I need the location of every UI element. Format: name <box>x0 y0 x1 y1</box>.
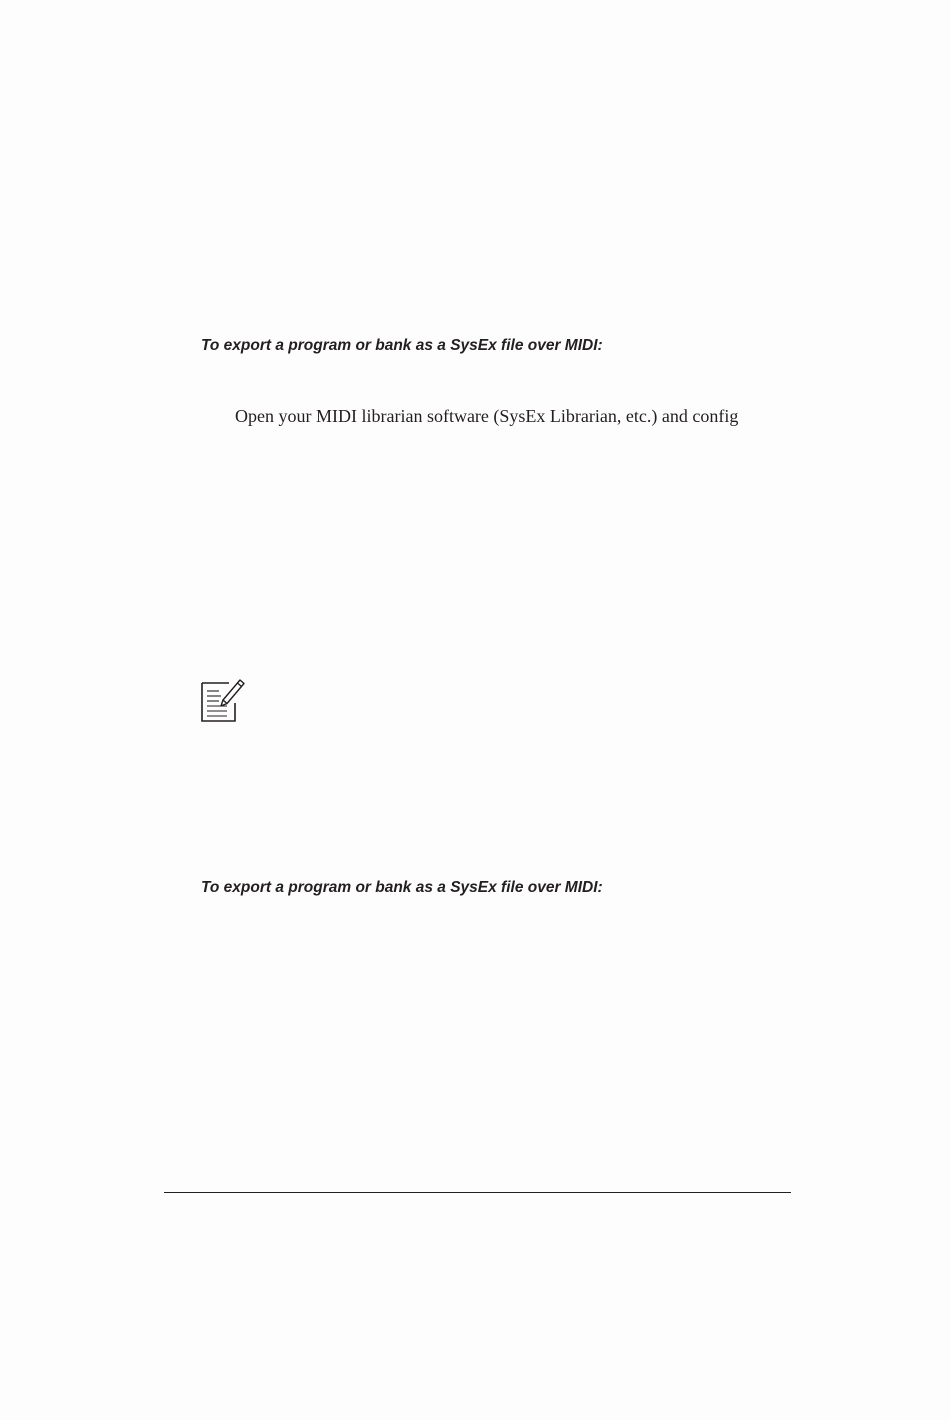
instruction-paragraph: Open your MIDI librarian software (SysEx Librarian, etc.) and config <box>235 406 739 426</box>
section-heading-export-sysex: To export a program or bank as a SysEx file over MIDI: <box>201 337 603 354</box>
footer-divider <box>164 1192 791 1193</box>
note-pencil-icon <box>199 677 247 723</box>
section-heading-export-sysex-2: To export a program or bank as a SysEx file over MIDI: <box>201 879 603 896</box>
